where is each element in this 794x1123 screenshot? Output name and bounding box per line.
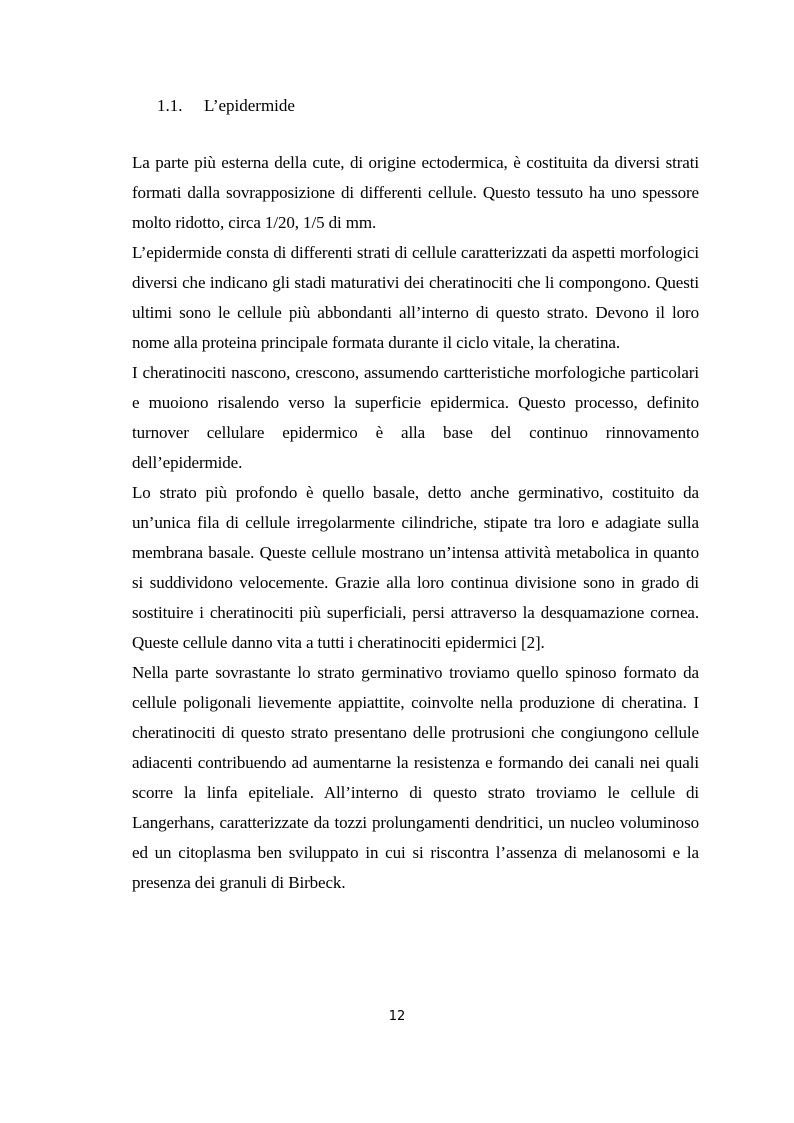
paragraph: La parte più esterna della cute, di origine ectodermica, è costituita da diversi strati formati dalla sovrapposizione di differenti cellule. Questo tessuto ha uno spessore molto ridotto, circa 1/20, 1/5 di mm.: [132, 153, 699, 232]
body-text: [132, 148, 699, 898]
page-number: 12: [388, 1009, 406, 1024]
section-title: L’epidermide: [204, 96, 295, 115]
paragraph: I cheratinociti nascono, crescono, assumendo cartteristiche morfologiche particolari e muoiono risalendo verso la superficie epidermica. Questo processo, definito turnover cellulare epidermico è alla base del continuo rinnovamento dell’epidermide.: [132, 363, 699, 472]
paragraph: Lo strato più profondo è quello basale, detto anche germinativo, costituito da un’unica fila di cellule irregolarmente cilindriche, stipate tra loro e adagiate sulla membrana basale. Queste cellule mostrano un’intensa attività metabolica in quanto si suddividono velocemente. Grazie alla loro continua divisione sono in grado di sostituire i cheratinociti più superficiali, persi attraverso la desquamazione cornea. Queste cellule danno vita a tutti i cheratinociti epidermici [2].: [132, 483, 699, 652]
paragraph: L’epidermide consta di differenti strati di cellule caratterizzati da aspetti morfologici diversi che indicano gli stadi maturativi dei cheratinociti che li compongono. Questi ultimi sono le cellule più abbondanti all’interno di questo strato. Devono il loro nome alla proteina principale formata durante il ciclo vitale, la cheratina.: [132, 243, 699, 352]
section-heading: [157, 94, 295, 118]
section-number: 1.1.: [157, 96, 183, 115]
paragraph: Nella parte sovrastante lo strato germinativo troviamo quello spinoso formato da cellule poligonali lievemente appiattite, coinvolte nella produzione di cheratina. I cheratinociti di questo strato presentano delle protrusioni che congiungono cellule adiacenti contribuendo ad aumentarne la resistenza e formando dei canali nei quali scorre la linfa epiteliale. All’interno di questo strato troviamo le cellule di Langerhans, caratterizzate da tozzi prolungamenti dendritici, un nucleo voluminoso ed un citoplasma ben sviluppato in cui si riscontra l’assenza di melanosomi e la presenza dei granuli di Birbeck.: [132, 663, 699, 892]
